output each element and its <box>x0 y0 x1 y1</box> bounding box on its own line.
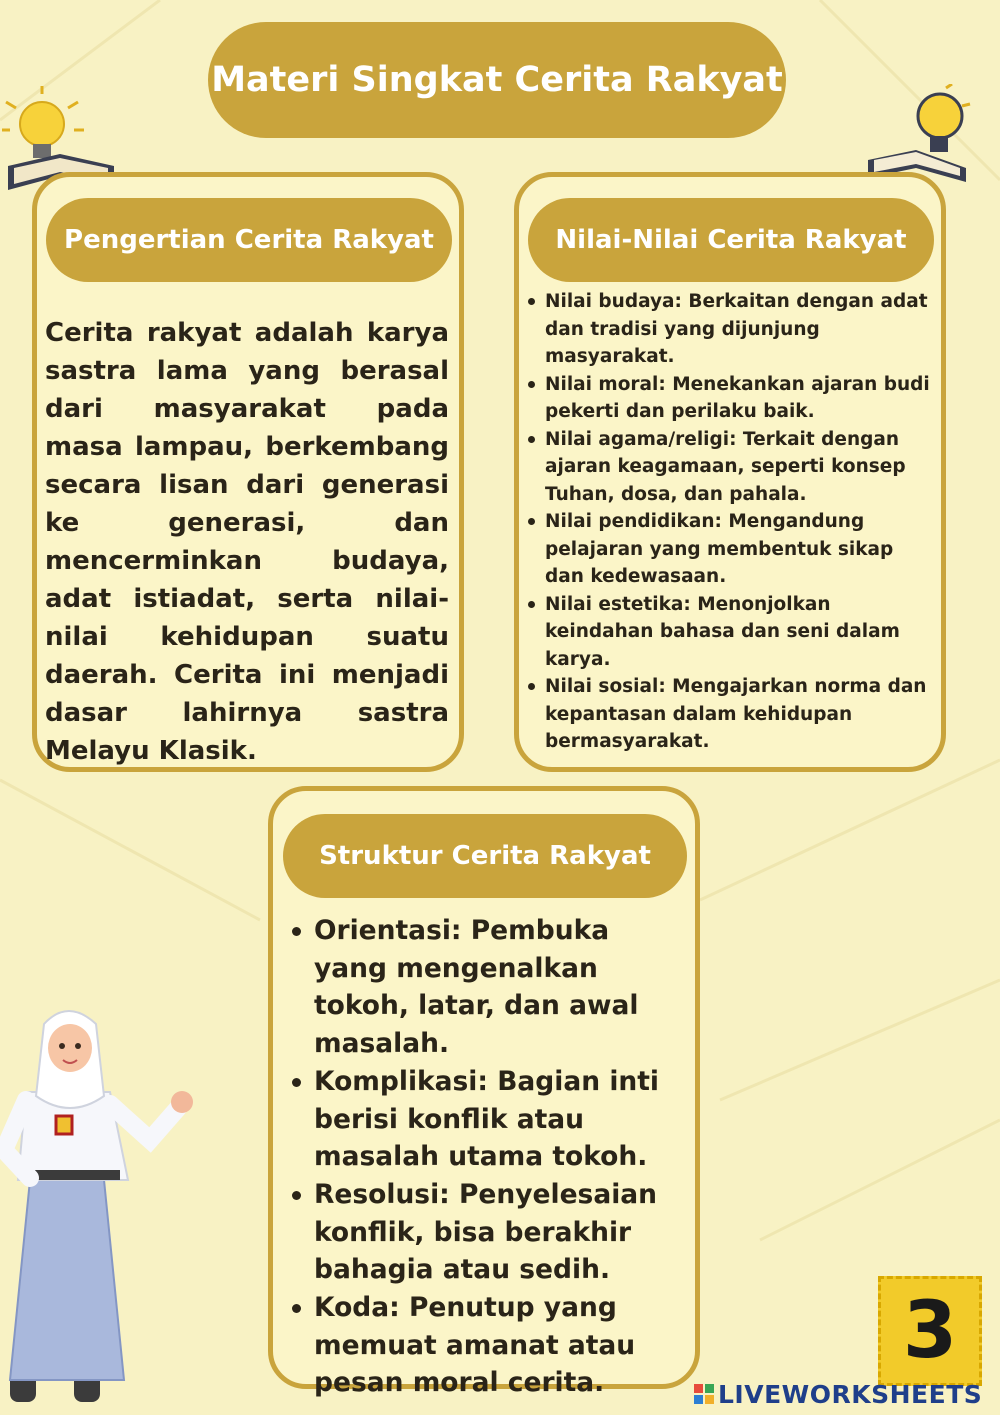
struktur-komplikasi-item: Komplikasi: Bagian inti berisi konflik atau masalah utama tokoh. <box>290 1063 680 1176</box>
liveworksheets-logo-icon <box>694 1384 714 1404</box>
struktur-list <box>290 912 680 1402</box>
liveworksheets-text: LIVEWORKSHEETS <box>718 1379 983 1409</box>
nilai-pendidikan-item: Nilai pendidikan: Mengandung pelajaran yang membentuk sikap dan kedewasaan. <box>526 508 936 591</box>
pengertian-text: Cerita rakyat adalah karya sastra lama yang berasal dari masyarakat pada masa lampau, berkembang secara lisan dari generasi ke generasi, dan mencerminkan budaya, adat istiadat, serta nilai-nilai kehidupan suatu daerah. Cerita ini menjadi dasar lahirnya sastra Melayu Klasik. <box>45 318 449 766</box>
nilai-sosial-item: Nilai sosial: Mengajarkan norma dan kepantasan dalam kehidupan bermasyarakat. <box>526 673 936 756</box>
struktur-koda-item: Koda: Penutup yang memuat amanat atau pesan moral cerita. <box>290 1289 680 1402</box>
nilai-budaya-item: Nilai budaya: Berkaitan dengan adat dan tradisi yang dijunjung masyarakat. <box>526 288 936 371</box>
nilai-estetika-item: Nilai estetika: Menonjolkan keindahan bahasa dan seni dalam karya. <box>526 591 936 674</box>
nilai-list <box>526 288 936 756</box>
struktur-heading: Struktur Cerita Rakyat <box>283 814 687 898</box>
nilai-heading: Nilai-Nilai Cerita Rakyat <box>528 198 934 282</box>
struktur-resolusi-item: Resolusi: Penyelesaian konflik, bisa berakhir bahagia atau sedih. <box>290 1176 680 1289</box>
pengertian-heading: Pengertian Cerita Rakyat <box>46 198 452 282</box>
nilai-moral-item: Nilai moral: Menekankan ajaran budi pekerti dan perilaku baik. <box>526 371 936 426</box>
nilai-agama-item: Nilai agama/religi: Terkait dengan ajaran keagamaan, seperti konsep Tuhan, dosa, dan pahala. <box>526 426 936 509</box>
page-title: Materi Singkat Cerita Rakyat <box>208 22 786 138</box>
student-illustration <box>0 1000 210 1410</box>
page-number-badge: 3 <box>878 1276 982 1386</box>
liveworksheets-watermark <box>694 1378 982 1410</box>
struktur-orientasi-item: Orientasi: Pembuka yang mengenalkan tokoh, latar, dan awal masalah. <box>290 912 680 1063</box>
